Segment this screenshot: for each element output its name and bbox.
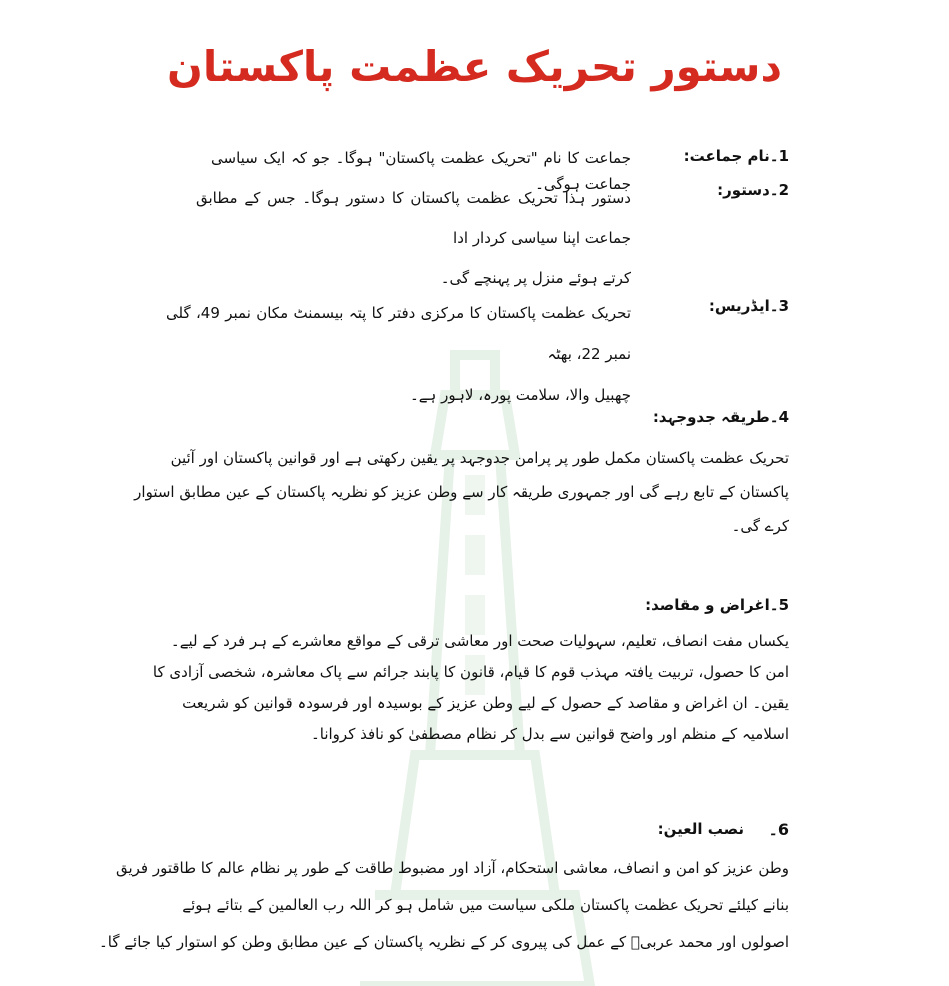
section-4-line: پاکستان کے تابع رہے گی اور جمہوری طریقہ کار سے وطن عزیز کو نظریہ پاکستان کے عین مطابق استوار xyxy=(134,483,789,501)
section-2-line: کرتے ہوئے منزل پر پہنچے گی۔ xyxy=(440,269,631,287)
section-6-number: 6۔ xyxy=(768,820,789,839)
section-3-text xyxy=(166,293,631,416)
section-6-heading: نصب العین: xyxy=(657,820,744,838)
section-5-text xyxy=(89,626,789,750)
section-5-line: اسلامیہ کے منظم اور واضح قوانین سے بدل کر نظام مصطفیٰ کو نافذ کروانا۔ xyxy=(310,725,789,743)
section-5-heading: 5۔اغراض و مقاصد: xyxy=(645,596,789,614)
page-title: دستور تحریک عظمت پاکستان xyxy=(166,42,782,91)
section-1-label: 1۔نام جماعت: xyxy=(683,147,789,165)
section-2-label: 2۔دستور: xyxy=(717,181,789,199)
section-2-line: دستور ہذا تحریک عظمت پاکستان کا دستور ہوگا۔ جس کے مطابق جماعت اپنا سیاسی کردار ادا xyxy=(196,189,631,247)
section-3-label: 3۔ایڈریس: xyxy=(708,297,789,315)
section-4-line: کرے گی۔ xyxy=(731,517,789,535)
section-6-line: بنانے کیلئے تحریک عظمت پاکستان ملکی سیاست میں شامل ہو کر اللہ رب العالمین کے بتائے ہوئے xyxy=(182,896,789,914)
section-5-line: یقین۔ ان اغراض و مقاصد کے حصول کے لیے وطن عزیز کے بوسیدہ اور فرسودہ قوانین کو شریعت xyxy=(182,694,789,712)
section-4-line: تحریک عظمت پاکستان مکمل طور پر پرامن جدوجہد پر یقین رکھتی ہے اور قوانین پاکستان اور آئین xyxy=(170,449,789,467)
section-6-text xyxy=(84,850,789,961)
section-1-line: جماعت کا نام "تحریک عظمت پاکستان" ہوگا۔ جو کہ ایک سیاسی جماعت ہوگی۔ xyxy=(211,149,631,193)
section-6-line: وطن عزیز کو امن و انصاف، معاشی استحکام، آزاد اور مضبوط طاقت کے طور پر نظام عالم کا طاقتور فریق xyxy=(115,859,789,877)
section-5-line: امن کا حصول، تربیت یافتہ مہذب قوم کا قیام، قانون کا پابند جرائم سے پاک معاشرہ، شخصی آزادی کا xyxy=(152,663,789,681)
section-4-heading: 4۔طریقہ جدوجہد: xyxy=(652,408,789,426)
section-3-line: چھبیل والا، سلامت پورہ، لاہور ہے۔ xyxy=(409,386,631,404)
section-4-text xyxy=(89,441,789,543)
section-5-line: یکساں مفت انصاف، تعلیم، سہولیات صحت اور معاشی ترقی کے مواقع معاشرے کے ہر فرد کے لیے۔ xyxy=(170,632,789,650)
section-6-line: اصولوں اور محمد عربیؐ کے عمل کی پیروی کر کے نظریہ پاکستان کے عین مطابق وطن کو استوار کیا جائے گا۔ xyxy=(98,933,789,951)
section-3-line: تحریک عظمت پاکستان کا مرکزی دفتر کا پتہ بیسمنٹ مکان نمبر 49، گلی نمبر 22، بھٹہ xyxy=(166,304,631,363)
section-2-text xyxy=(196,178,631,298)
